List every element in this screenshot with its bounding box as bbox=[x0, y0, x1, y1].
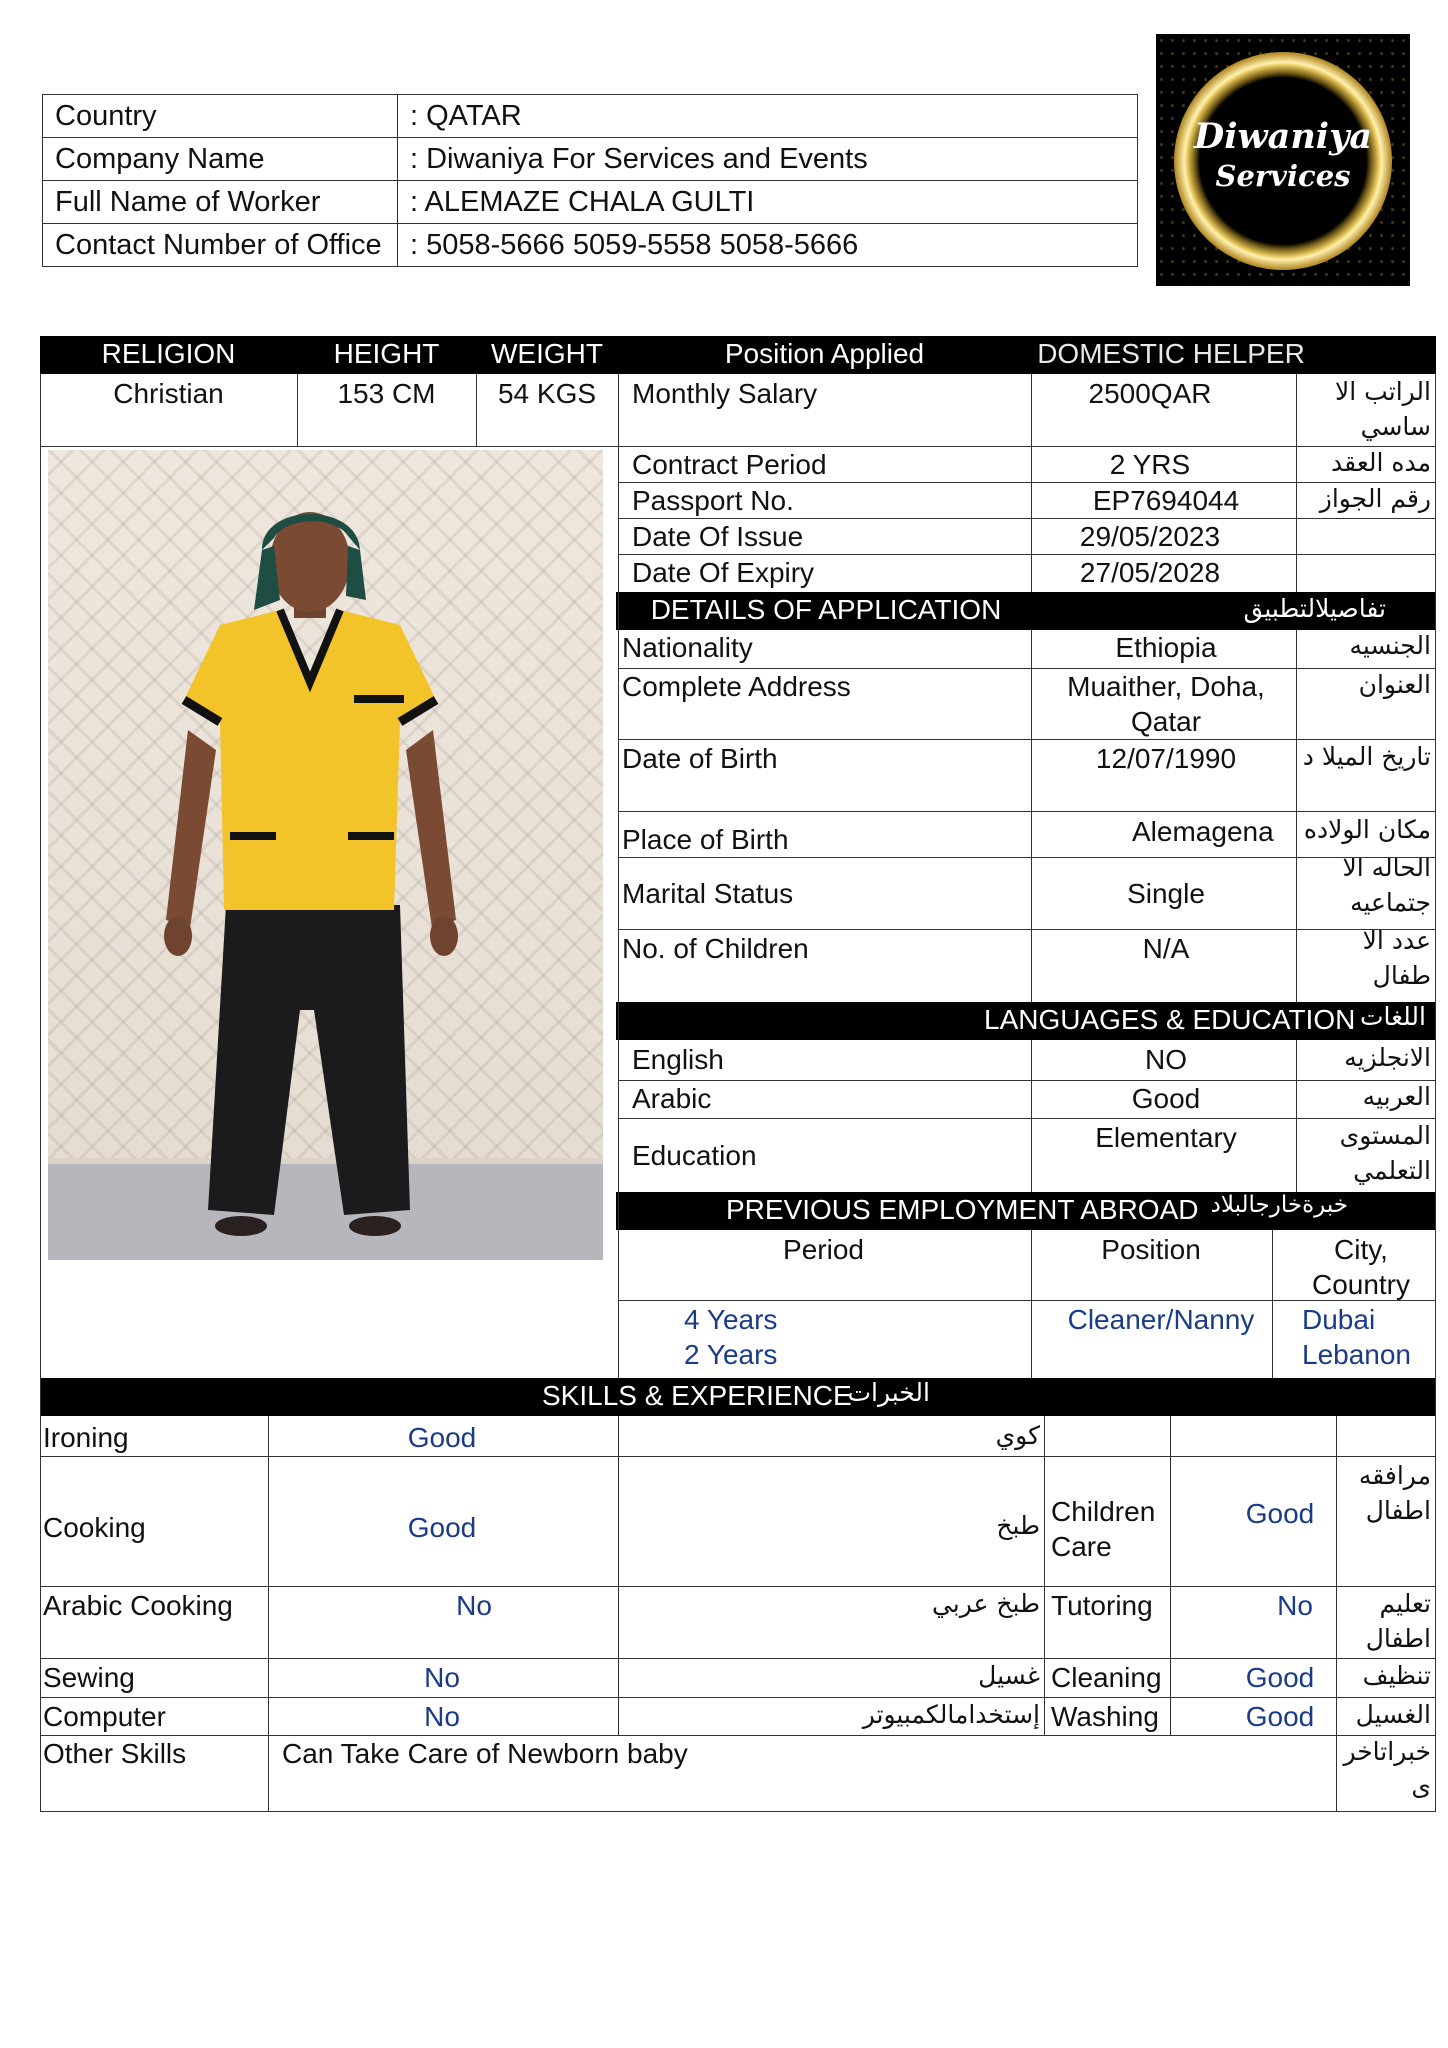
grid-line bbox=[1031, 630, 1032, 1002]
grid-line bbox=[1272, 1230, 1273, 1378]
dob-label: Date of Birth bbox=[622, 743, 778, 774]
details-header-bar bbox=[616, 592, 1436, 630]
skill-cleaning-arabic: تنظيف bbox=[1362, 1661, 1431, 1690]
grid-line bbox=[618, 1416, 619, 1736]
grid-line bbox=[618, 857, 1436, 858]
grid-line bbox=[618, 668, 1436, 669]
info-label: Country bbox=[43, 95, 398, 138]
skill-computer-value: No bbox=[424, 1701, 460, 1732]
skill-cleaning-label: Cleaning bbox=[1051, 1662, 1162, 1693]
physical-header-bar bbox=[40, 336, 1436, 374]
position-applied-label: Position Applied bbox=[724, 338, 925, 369]
skill-cleaning-value: Good bbox=[1245, 1662, 1315, 1693]
passport-label: Passport No. bbox=[632, 485, 794, 516]
skill-arabic-cooking-label: Arabic Cooking bbox=[43, 1590, 233, 1621]
grid-line bbox=[1296, 374, 1297, 592]
contract-period-label: Contract Period bbox=[632, 449, 827, 480]
weight-header: WEIGHT bbox=[491, 338, 603, 369]
skill-cooking-value: Good bbox=[407, 1512, 477, 1543]
date-of-expiry-value: 27/05/2028 bbox=[1079, 557, 1221, 588]
dob-value: 12/07/1990 bbox=[1095, 743, 1237, 774]
grid-line bbox=[618, 518, 1436, 519]
grid-line bbox=[40, 1658, 1436, 1659]
skill-tutoring-arabic: تعليم اطفال bbox=[1365, 1589, 1431, 1653]
contract-period-value: 2 YRS bbox=[1109, 449, 1191, 480]
employment-header-bar bbox=[616, 1192, 1436, 1230]
position-applied-value: DOMESTIC HELPER bbox=[1037, 338, 1305, 369]
details-title: DETAILS OF APPLICATION bbox=[650, 594, 1002, 625]
grid-line bbox=[618, 446, 1436, 447]
skills-title-arabic: الخبرات bbox=[847, 1378, 930, 1407]
skill-tutoring-label: Tutoring bbox=[1051, 1590, 1153, 1621]
info-row-worker-name bbox=[43, 181, 1138, 224]
english-arabic: الانجلزيه bbox=[1344, 1043, 1431, 1072]
grid-line bbox=[618, 554, 1436, 555]
skill-children-care-label: Children Care bbox=[1051, 1496, 1156, 1562]
grid-line bbox=[1031, 374, 1032, 592]
languages-header-bar bbox=[616, 1002, 1436, 1040]
details-title-arabic: تفاصيلالتطبيق bbox=[1243, 594, 1386, 623]
passport-arabic: رقم الجواز bbox=[1319, 484, 1431, 513]
place-of-birth-label: Place of Birth bbox=[622, 824, 789, 855]
skill-ironing-value: Good bbox=[407, 1422, 477, 1453]
grid-line bbox=[40, 1586, 1436, 1587]
children-value: N/A bbox=[1142, 933, 1190, 964]
worker-info-table bbox=[42, 94, 1138, 267]
education-label: Education bbox=[632, 1140, 757, 1171]
skills-title: SKILLS & EXPERIENCE bbox=[542, 1380, 852, 1411]
grid-line bbox=[618, 811, 1436, 812]
info-value: : QATAR bbox=[398, 95, 1138, 138]
grid-line bbox=[1336, 1416, 1337, 1812]
other-skills-value: Can Take Care of Newborn baby bbox=[282, 1738, 688, 1769]
skill-washing-arabic: الغسيل bbox=[1355, 1700, 1431, 1729]
skill-washing-value: Good bbox=[1245, 1701, 1315, 1732]
marital-status-value: Single bbox=[1127, 878, 1205, 909]
info-value: : 5058-5666 5059-5558 5058-5666 bbox=[398, 224, 1138, 267]
monthly-salary-label: Monthly Salary bbox=[632, 378, 818, 409]
employment-title: PREVIOUS EMPLOYMENT ABROAD bbox=[726, 1194, 1199, 1225]
grid-line bbox=[1031, 1230, 1032, 1378]
info-row-country bbox=[43, 95, 1138, 138]
arabic-arabic: العربيه bbox=[1362, 1082, 1431, 1111]
info-label: Full Name of Worker bbox=[43, 181, 398, 224]
grid-line bbox=[618, 929, 1436, 930]
skill-cooking-arabic: طبخ bbox=[996, 1511, 1040, 1540]
other-skills-label: Other Skills bbox=[43, 1738, 187, 1769]
address-arabic: العنوان bbox=[1358, 670, 1431, 699]
grid-line bbox=[1031, 1040, 1032, 1192]
grid-line bbox=[268, 1416, 269, 1812]
info-row-contact bbox=[43, 224, 1138, 267]
education-value: Elementary bbox=[1095, 1122, 1237, 1153]
languages-title-arabic: اللغات bbox=[1359, 1002, 1426, 1031]
date-of-issue-label: Date Of Issue bbox=[632, 521, 804, 552]
address-value: Muaither, Doha, Qatar bbox=[1067, 671, 1265, 737]
english-label: English bbox=[632, 1044, 724, 1075]
height-value: 153 CM bbox=[337, 378, 436, 409]
skill-ironing-label: Ironing bbox=[43, 1422, 129, 1453]
grid-line bbox=[476, 374, 477, 446]
marital-status-arabic: الحاله الا جتماعيه bbox=[1342, 853, 1431, 917]
grid-line bbox=[1296, 1040, 1297, 1192]
period-header: Period bbox=[783, 1234, 864, 1265]
height-header: HEIGHT bbox=[333, 338, 440, 369]
education-arabic: المستوى التعلمي bbox=[1339, 1121, 1431, 1185]
languages-title: LANGUAGES & EDUCATION bbox=[984, 1004, 1356, 1035]
weight-value: 54 KGS bbox=[497, 378, 597, 409]
skill-computer-arabic: إستخدامالكمبيوتر bbox=[862, 1700, 1040, 1729]
religion-header: RELIGION bbox=[101, 338, 236, 369]
employment-city-1: Dubai bbox=[1302, 1304, 1376, 1335]
skill-children-care-arabic: مرافقه اطفال bbox=[1358, 1461, 1431, 1525]
nationality-label: Nationality bbox=[622, 632, 753, 663]
grid-line bbox=[297, 374, 298, 446]
children-label: No. of Children bbox=[622, 933, 809, 964]
skill-sewing-label: Sewing bbox=[43, 1662, 135, 1693]
grid-line bbox=[618, 374, 619, 1378]
worker-photo bbox=[48, 450, 603, 1260]
date-of-issue-value: 29/05/2023 bbox=[1079, 521, 1221, 552]
religion-value: Christian bbox=[113, 378, 224, 409]
info-value: : Diwaniya For Services and Events bbox=[398, 138, 1138, 181]
skill-ironing-arabic: كوي bbox=[995, 1421, 1040, 1450]
grid-line bbox=[618, 739, 1436, 740]
arabic-value: Good bbox=[1131, 1083, 1201, 1114]
place-of-birth-value: Alemagena bbox=[1132, 816, 1274, 847]
info-label: Contact Number of Office bbox=[43, 224, 398, 267]
dob-arabic: تاريخ الميلا د bbox=[1302, 742, 1431, 771]
contract-period-arabic: مده العقد bbox=[1331, 448, 1431, 477]
skill-arabic-cooking-arabic: طبخ عربي bbox=[931, 1589, 1040, 1618]
monthly-salary-value: 2500QAR bbox=[1088, 378, 1212, 409]
grid-line bbox=[618, 482, 1436, 483]
skill-sewing-arabic: غسيل bbox=[978, 1661, 1040, 1690]
date-of-expiry-label: Date Of Expiry bbox=[632, 557, 815, 588]
frame-bottom-line bbox=[40, 1811, 1436, 1812]
info-value: : ALEMAZE CHALA GULTI bbox=[398, 181, 1138, 224]
position-header: Position bbox=[1101, 1234, 1201, 1265]
grid-line bbox=[618, 1300, 1436, 1301]
marital-status-label: Marital Status bbox=[622, 878, 794, 909]
grid-line bbox=[618, 1080, 1436, 1081]
skill-cooking-label: Cooking bbox=[43, 1512, 146, 1543]
other-skills-arabic: خبراتاخر ى bbox=[1343, 1737, 1431, 1801]
grid-line bbox=[40, 1697, 1436, 1698]
company-logo bbox=[1156, 34, 1410, 286]
place-of-birth-arabic: مكان الولاده bbox=[1303, 815, 1431, 844]
grid-line bbox=[40, 1456, 1436, 1457]
address-label: Complete Address bbox=[622, 671, 851, 702]
employment-position: Cleaner/Nanny bbox=[1067, 1304, 1255, 1335]
logo-text-line2: Services bbox=[1215, 159, 1351, 193]
employment-title-arabic: خبرةخارجالبلاد bbox=[1210, 1192, 1348, 1218]
employment-city-2: Lebanon bbox=[1302, 1339, 1412, 1370]
person-figure bbox=[48, 450, 603, 1260]
frame-left-line bbox=[40, 374, 41, 1812]
skill-children-care-value: Good bbox=[1245, 1498, 1315, 1529]
skill-sewing-value: No bbox=[424, 1662, 460, 1693]
city-country-header: City, Country bbox=[1311, 1234, 1411, 1300]
info-row-company bbox=[43, 138, 1138, 181]
skill-arabic-cooking-value: No bbox=[456, 1590, 492, 1621]
nationality-value: Ethiopia bbox=[1115, 632, 1217, 663]
monthly-salary-arabic: الراتب الا ساسي bbox=[1335, 377, 1431, 441]
grid-line bbox=[1044, 1416, 1045, 1736]
nationality-arabic: الجنسيه bbox=[1349, 631, 1431, 660]
grid-line bbox=[1296, 630, 1297, 1002]
children-arabic: عدد الا طفال bbox=[1362, 926, 1431, 990]
english-value: NO bbox=[1145, 1044, 1187, 1075]
info-label: Company Name bbox=[43, 138, 398, 181]
employment-period-2: 2 Years bbox=[684, 1339, 778, 1370]
skill-tutoring-value: No bbox=[1277, 1590, 1313, 1621]
arabic-label: Arabic bbox=[632, 1083, 712, 1114]
skill-computer-label: Computer bbox=[43, 1701, 166, 1732]
skill-washing-label: Washing bbox=[1051, 1701, 1159, 1732]
employment-period-1: 4 Years bbox=[684, 1304, 778, 1335]
grid-line bbox=[40, 446, 618, 447]
skills-header-bar bbox=[40, 1378, 1436, 1416]
passport-value: EP7694044 bbox=[1092, 485, 1240, 516]
logo-text-line1: Diwaniya bbox=[1193, 116, 1373, 157]
frame-right-line bbox=[1435, 374, 1436, 1812]
grid-line bbox=[40, 1735, 1436, 1736]
grid-line bbox=[1170, 1416, 1171, 1736]
grid-line bbox=[618, 1118, 1436, 1119]
